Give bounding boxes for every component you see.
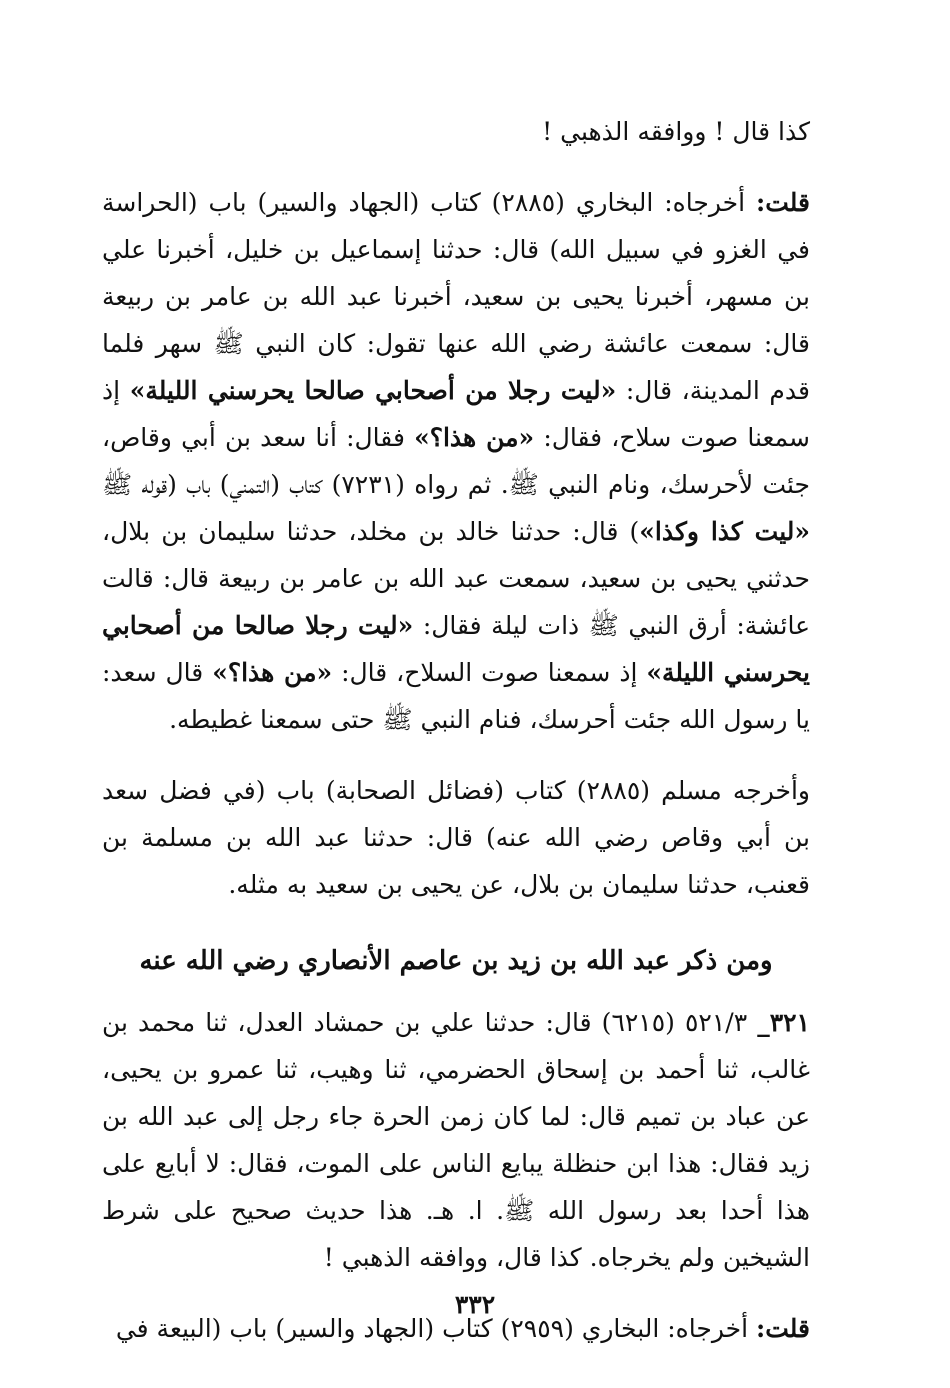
text-segment: قال سعد: يا رسول الله جئت أحرسك، فنام النبي ﷺ حتى سمعنا غطيطه. xyxy=(102,658,810,734)
text-segment: أخرجاه: البخاري (٢٨٨٥) كتاب (الجهاد والسير) باب (الحراسة في الغزو في سبيل الله) قال: حدثنا إسماعيل بن خليل، أخبرنا علي بن مسهر، أخبرنا يحيى بن سعيد، أخبرنا عبد الله بن عامر بن ربيعة قال: سمعت عائشة رضي الله عنها تقول: كان النبي ﷺ سهر فلما قدم المدينة، قال: xyxy=(102,188,810,405)
hadith-quote: «ليت رجلا من أصحابي صالحا يحرسني الليلة» xyxy=(129,376,617,405)
hadith-quote: «ليت رجلا صالحا من أصحابي يحرسني الليلة» xyxy=(102,611,810,687)
lead-qultu: قلت: xyxy=(755,188,810,217)
paragraph-hadith-321 xyxy=(102,999,810,1281)
hadith-quote: «ليت كذا وكذا» xyxy=(639,517,810,546)
paragraph-muslim-takhrij: وأخرجه مسلم (٢٨٨٥) كتاب (فضائل الصحابة) باب (في فضل سعد بن أبي وقاص رضي الله عنه) قال: حدثنا عبد الله بن مسلمة بن قعنب، حدثنا سليمان بن بلال، عن يحيى بن سعيد به مثله. xyxy=(102,776,810,899)
section-heading: ومن ذكر عبد الله بن زيد بن عاصم الأنصاري رضي الله عنه xyxy=(139,946,773,976)
paragraph-bukhari-takhrij xyxy=(102,179,810,743)
hadith-quote: «من هذا؟» xyxy=(212,658,333,687)
text-segment: فقال: أنا سعد بن أبي وقاص، جئت لأحرسك، ونام النبي ﷺ. ثم رواه (٧٢٣١) كتاب (التمني) باب (قوله ﷺ xyxy=(102,423,810,499)
page-number: ٣٣٢ xyxy=(454,1290,496,1319)
text-segment: ٥٢١/٣ (٦٢١٥) قال: حدثنا علي بن حمشاد العدل، ثنا محمد بن غالب، ثنا أحمد بن إسحاق الحضرمي، ثنا وهيب، ثنا عمرو بن يحيى، عن عباد بن تميم قال: لما كان زمن الحرة جاء رجل إلى عبد الله بن زيد فقال: هذا ابن حنظلة يبايع الناس على الموت، فقال: لا أبايع على هذا أحدا بعد رسول الله ﷺ. ا. هـ. هذا حديث صحيح على شرط الشيخين ولم يخرجاه. كذا قال، ووافقه الذهبي ! xyxy=(102,1008,810,1272)
top-line: كذا قال ! ووافقه الذهبي ! xyxy=(542,117,810,146)
text-segment: ) قال: حدثنا خالد بن مخلد، حدثنا سليمان بن بلال، حدثني يحيى بن سعيد، سمعت عبد الله بن عامر بن ربيعة قال: قالت عائشة: أرق النبي ﷺ ذات ليلة فقال: xyxy=(102,517,810,640)
text-segment: إذ سمعنا صوت السلاح، قال: xyxy=(332,658,647,687)
page-content xyxy=(102,108,810,1352)
lead-qultu: قلت: xyxy=(755,1314,810,1343)
text-segment: أخرجاه: البخاري (٢٩٥٩) كتاب (الجهاد والسير) باب (البيعة في xyxy=(115,1314,756,1343)
hadith-quote: «من هذا؟» xyxy=(414,423,535,452)
text-segment: إذ سمعنا صوت سلاح، فقال: xyxy=(102,376,810,452)
hadith-number: ٣٢١_ xyxy=(757,1008,810,1037)
